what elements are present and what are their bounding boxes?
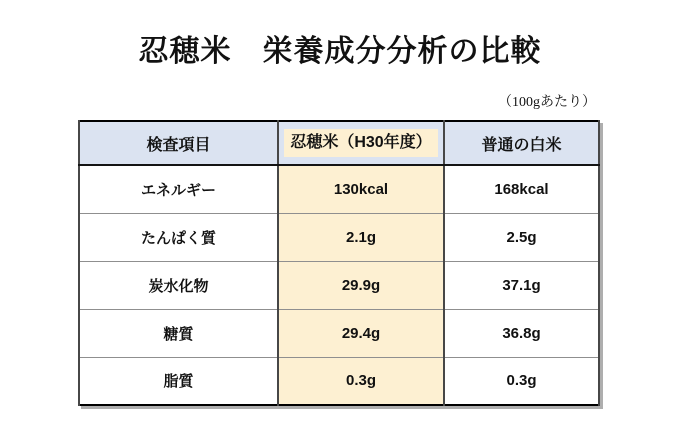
table-row-energy xyxy=(79,165,599,213)
header-inspection-item: 検査項目 xyxy=(79,121,278,165)
oshihomai-value: 130kcal xyxy=(278,165,444,213)
table-header-row xyxy=(79,121,599,165)
oshihomai-value: 0.3g xyxy=(278,357,444,405)
oshihomai-value: 2.1g xyxy=(278,213,444,261)
table-row-protein xyxy=(79,213,599,261)
regular-value: 0.3g xyxy=(444,357,599,405)
header-regular-rice: 普通の白米 xyxy=(444,121,599,165)
regular-value: 2.5g xyxy=(444,213,599,261)
header-oshihomai-column xyxy=(278,121,444,165)
nutrition-table xyxy=(78,120,600,406)
row-label: エネルギー xyxy=(79,165,278,213)
table-row-carbohydrate xyxy=(79,261,599,309)
table-row-sugar xyxy=(79,309,599,357)
oshihomai-value: 29.4g xyxy=(278,309,444,357)
table-row-fat xyxy=(79,357,599,405)
row-label: 脂質 xyxy=(79,357,278,405)
row-label: たんぱく質 xyxy=(79,213,278,261)
oshihomai-value: 29.9g xyxy=(278,261,444,309)
regular-value: 37.1g xyxy=(444,261,599,309)
header-oshihomai-highlight: 忍穂米（H30年度） xyxy=(284,129,437,156)
regular-value: 168kcal xyxy=(444,165,599,213)
page-title: 忍穂米 栄養成分分析の比較 xyxy=(138,35,542,68)
row-label: 炭水化物 xyxy=(79,261,278,309)
row-label: 糖質 xyxy=(79,309,278,357)
per-100g-note: （100gあたり） xyxy=(498,95,596,110)
regular-value: 36.8g xyxy=(444,309,599,357)
